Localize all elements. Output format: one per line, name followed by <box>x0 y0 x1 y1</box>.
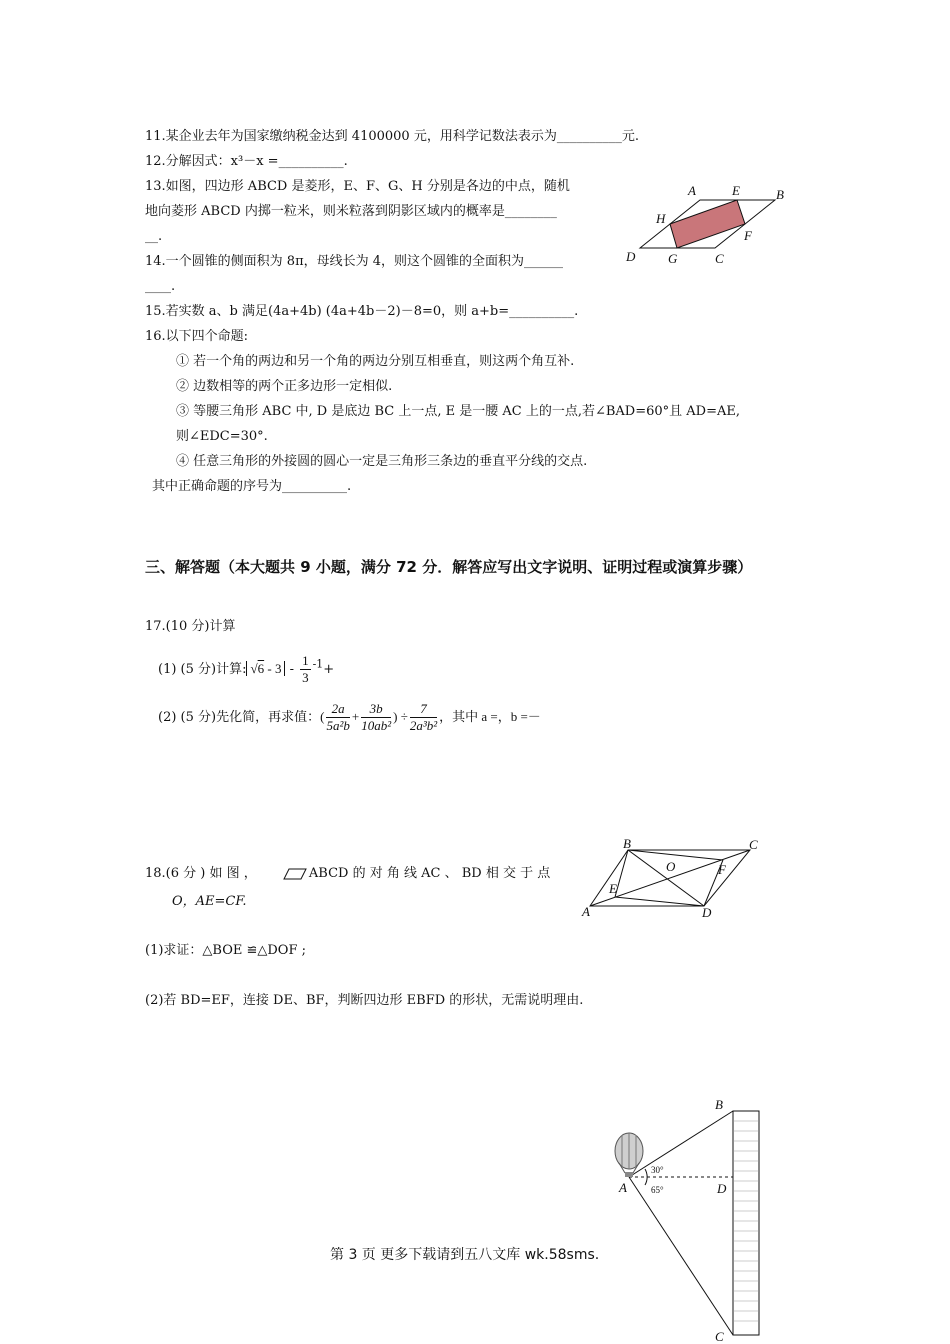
fraction-2a: $\frac{2a}{\text{5a²b}}$ <box>326 701 350 733</box>
label-D: D <box>717 1181 727 1196</box>
label-H: H <box>656 211 666 226</box>
fraction-7: $\frac{7}{\text{2a³b²}}$ <box>409 701 438 733</box>
segment-DE <box>615 897 704 906</box>
q18-line1-a: 18.(6 分 ) 如 图 ， <box>145 866 257 881</box>
balloon-building-figure <box>605 1095 775 1344</box>
label-G: G <box>668 251 678 266</box>
q11-text: 11.某企业去年为国家缴纳税金达到 4100000 元，用科学记数法表示为__________元. <box>145 129 639 144</box>
q17-2: (2) (5 分)先化简，再求值：( $\frac{2a}{\text{5a²b}}$ + $\frac{3b}{\text{10ab²}}$ ) ÷ $\frac{7}{\text{2a³b²}}$ ，其中 a =，b =－ <box>158 701 541 733</box>
q17-1: (1) (5 分)计算: √6 - 3 - $\frac{1}{3}$ $^{-1}$+ <box>158 653 335 685</box>
label-F: F <box>744 228 752 243</box>
q17-2-tail: ，其中 a =，b =－ <box>439 709 541 724</box>
q15-text: 15.若实数 a、b 满足(4a+4b) (4a+4b－2)－8=0，则 a+b=__________. <box>145 304 579 319</box>
brick-pattern <box>733 1121 759 1321</box>
q17-text: 17.(10 分)计算 <box>145 619 236 634</box>
q12-text: 12.分解因式：x³－x =__________. <box>145 154 348 169</box>
q18-line1-b: ABCD 的 对 角 线 AC 、 BD 相 交 于 点 <box>308 866 551 881</box>
segment-BF <box>628 850 723 860</box>
label-B: B <box>715 1097 723 1112</box>
q18-1: (1)求证：△BOE ≌△DOF ; <box>145 943 306 958</box>
parallelogram-figure <box>578 836 768 926</box>
label-A: A <box>619 1180 627 1195</box>
building <box>733 1111 759 1335</box>
q13-line2: 地向菱形 ABCD 内掷一粒米，则米粒落到阴影区域内的概率是________ <box>145 204 557 219</box>
q18-line2: O，AE=CF. <box>172 894 247 909</box>
q17-1-expression: √6 - 3 <box>246 661 285 676</box>
q16-item-2: ② 边数相等的两个正多边形一定相似. <box>176 379 393 394</box>
q16-item-3: ③ 等腰三角形 ABC 中, D 是底边 BC 上一点, E 是一腰 AC 上的一点,若∠BAD=60°且 AD=AE, <box>176 404 741 419</box>
q18-2: (2)若 BD=EF，连接 DE、BF，判断四边形 EBFD 的形状，无需说明理由. <box>145 993 584 1008</box>
fraction-one-third: $\frac{1}{3}$ <box>302 653 309 685</box>
label-E: E <box>609 881 617 896</box>
q16-item-3b: 则∠EDC=30°. <box>176 429 268 444</box>
label-D: D <box>702 905 712 920</box>
q18-line1 <box>145 865 550 883</box>
q16-item-4: ④ 任意三角形的外接圆的圆心一定是三角形三条边的垂直平分线的交点. <box>176 454 588 469</box>
label-C: C <box>715 251 724 266</box>
q17-1-label: (1) (5 分)计算: <box>158 662 247 677</box>
label-D: D <box>626 249 636 264</box>
label-B: B <box>776 187 784 202</box>
label-30deg: 30° <box>651 1165 664 1175</box>
label-E: E <box>732 183 740 198</box>
page-footer: 第 3 页 更多下载请到五八文库 wk.58sms. <box>330 1247 600 1263</box>
label-B: B <box>623 836 631 851</box>
q16-text: 16.以下四个命题: <box>145 329 249 344</box>
section-3-heading: 三、解答题（本大题共 9 小题，满分 72 分．解答应写出文字说明、证明过程或演算步骤） <box>145 558 753 576</box>
q14-line1: 14.一个圆锥的侧面积为 8π，母线长为 4，则这个圆锥的全面积为______ <box>145 254 564 269</box>
angle-arc <box>645 1169 647 1185</box>
sight-line-AB <box>629 1111 733 1177</box>
label-F: F <box>718 862 726 877</box>
label-O: O <box>666 859 676 874</box>
label-A: A <box>582 904 590 919</box>
q13-line3: __. <box>145 229 163 244</box>
sight-line-AC <box>629 1177 733 1335</box>
shaded-rectangle <box>670 200 745 248</box>
label-C: C <box>715 1329 724 1344</box>
label-65deg: 65° <box>651 1185 664 1195</box>
q16-answer: 其中正确命题的序号为__________. <box>152 479 352 494</box>
q13-line1: 13.如图，四边形 ABCD 是菱形，E、F、G、H 分别是各边的中点，随机 <box>145 179 570 194</box>
fraction-3b: $\frac{3b}{\text{10ab²}}$ <box>361 701 392 733</box>
label-A: A <box>688 183 696 198</box>
parallelogram-icon <box>283 868 307 880</box>
q17-2-label: (2) (5 分)先化简，再求值： <box>158 710 321 725</box>
q14-line2: ____. <box>145 279 176 294</box>
q16-item-1: ① 若一个角的两边和另一个角的两边分别互相垂直，则这两个角互补. <box>176 354 575 369</box>
label-C: C <box>749 837 758 852</box>
rhombus-figure <box>620 178 800 268</box>
